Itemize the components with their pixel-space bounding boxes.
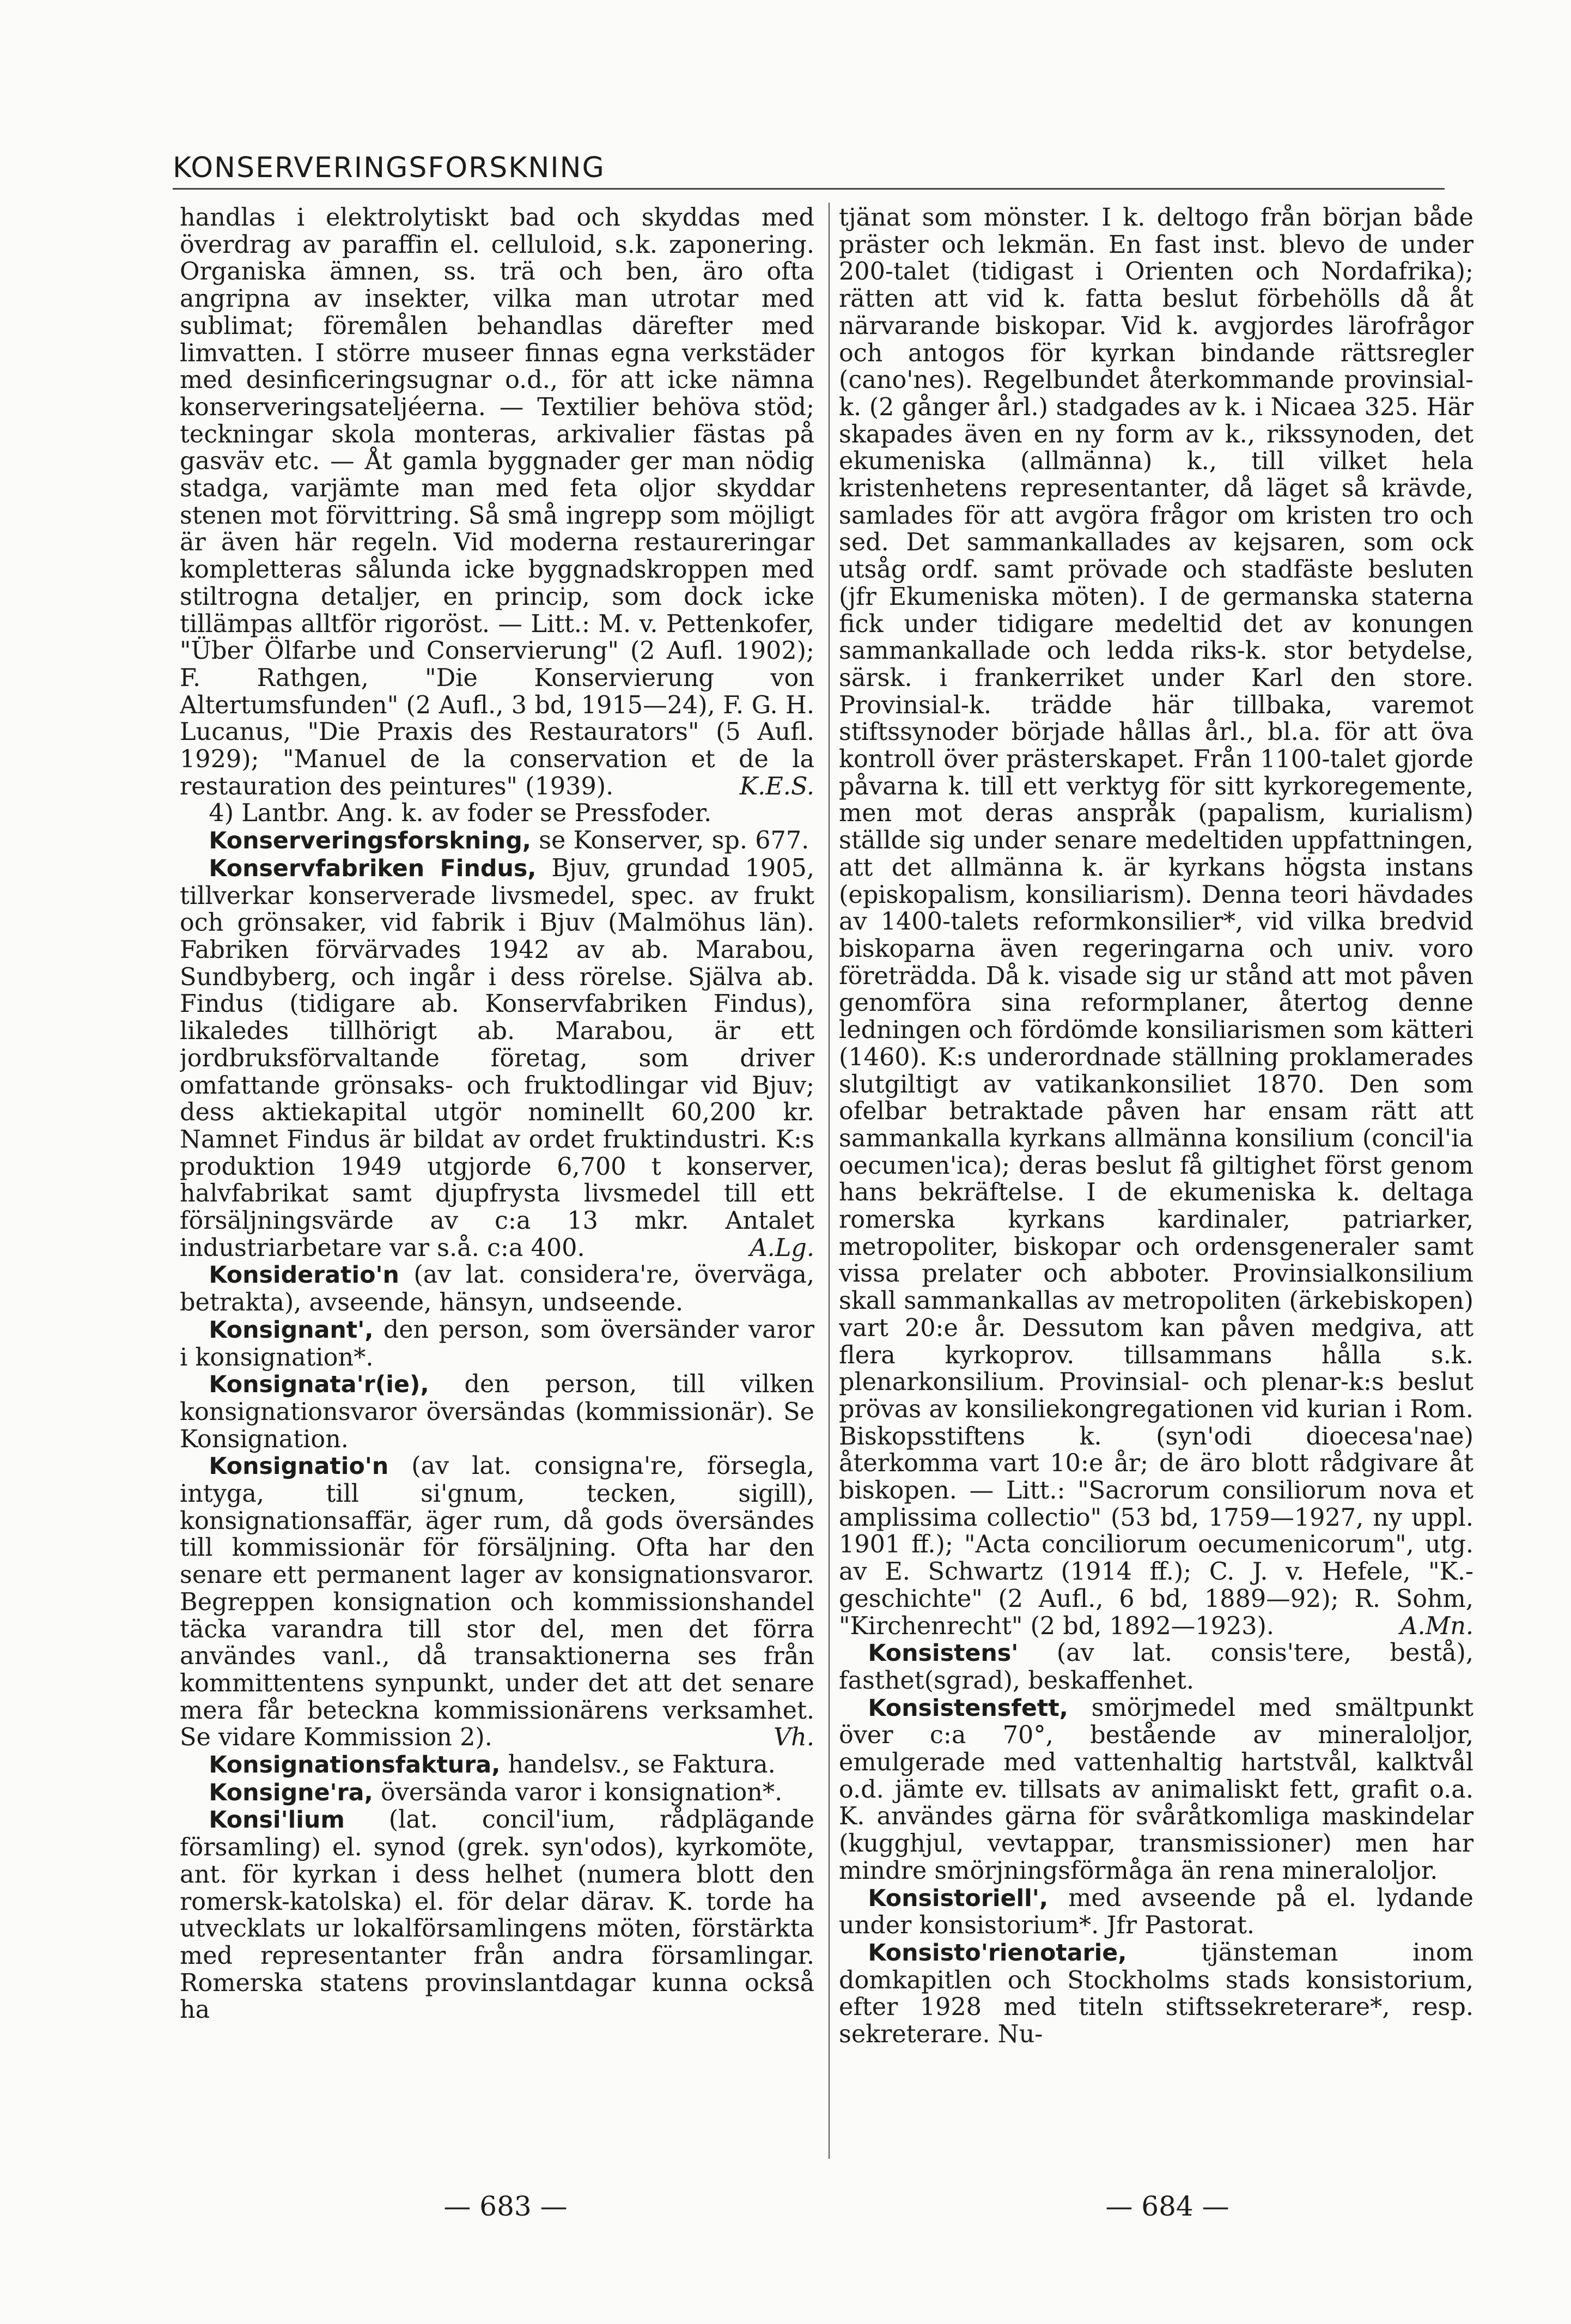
entry-konsideratio: [180, 1261, 814, 1316]
entry-konsistorienotarie: [839, 1939, 1473, 2048]
entry-headword: Konsistoriell',: [868, 1884, 1049, 1912]
page-number-left: — 683 —: [443, 2190, 568, 2222]
entry-konsignationsfaktura: [180, 1751, 814, 1779]
entry-headword: Konsisto'rienotarie,: [868, 1939, 1127, 1967]
entry-text: (av lat. consigna're, försegla, intyga, till si'gnum, tecken, sigill), konsignationsaffär, äger rum, då gods översändes till kommissionär för försäljning. Ofta har den senare ett permanent lager av konsignationsvaror. Begreppen konsignation och kommissionshandel täcka varandra till stor del, men det förra användes vanl., då transaktionerna ses från kommittentens synpunkt, under det att det senare mera får beteckna kommissionärens verksamhet. Se vidare Kommission 2).: [180, 1452, 814, 1752]
entry-text: tjänsteman inom domkapitlen och Stockholms stads konsistorium, efter 1928 med titeln stiftssekreterare*, resp. sekreterare. Nu-: [839, 1939, 1473, 2049]
entry-konsignant: [180, 1316, 814, 1371]
entry-cont: [180, 204, 814, 800]
entry-headword: Konservfabriken Findus,: [209, 854, 537, 882]
page-header-title: KONSERVERINGSFORSKNING: [173, 151, 605, 184]
entry-text: (av lat. consis'tere, bestå), fasthet(sgrad), beskaffenhet.: [839, 1639, 1473, 1695]
entry-text: med avseende på el. lydande under konsistorium*. Jfr Pastorat.: [839, 1884, 1473, 1940]
header-rule: [173, 188, 1445, 190]
entry-konsistensfett: [839, 1695, 1473, 1885]
entry-text: den person, till vilken konsignationsvaror översändas (kommissionär). Se Konsignation.: [180, 1370, 814, 1453]
entry-headword: Konsignatio'n: [209, 1453, 389, 1480]
entry-headword: Konsignant',: [209, 1316, 374, 1344]
entry-text: (lat. concil'ium, rådplägande församling) el. synod (grek. syn'odos), kyrkomöte, ant. för kyrkan i dess helhet (numera blott den romersk-katolska) el. för delar därav. K. torde ha utvecklats ur lokalförsamlingens möten, förstärkta med representanter från andra församlingar. Romerska statens provinslantdagar kunna också ha: [180, 1806, 814, 2024]
entry-konsilium-cont: [839, 204, 1473, 1640]
entry-text: 4) Lantbr. Ang. k. av foder se Pressfoder.: [209, 799, 712, 828]
entry-text: den person, som översänder varor i konsignation*.: [180, 1315, 814, 1372]
author-signature: Vh.: [774, 1724, 814, 1752]
column-divider: [829, 203, 830, 2159]
entry-headword: Konsi'lium: [209, 1806, 345, 1834]
entry-konsignation: [180, 1453, 814, 1751]
entry-findus: [180, 855, 814, 1262]
entry-text: tjänat som mönster. I k. deltogo från början både präster och lekmän. En fast inst. blevo de under 200-talet (tidigast i Orienten och Nordafrika); rätten att vid k. fatta beslut förbehölls då åt närvarande biskopar. Vid k. avgjordes lärofrågor och antogos för kyrkan bindande rättsregler (cano'nes). Regelbundet återkommande provinsial-k. (2 gånger årl.) stadgades av k. i Nicaea 325. Här skapades även en ny form av k., rikssynoden, det ekumeniska (allmänna) k., till vilket hela kristenhetens representanter, då läget så krävde, samlades för att avgöra frågor om kristen tro och sed. Det sammankallades av kejsaren, som ock utsåg ordf. samt prövade och stadfäste besluten (jfr Ekumeniska möten). I de germanska staterna fick under tidigare medeltid det av konungen sammankallade och ledda riks-k. stor betydelse, särsk. i frankerriket under Karl den store. Provinsial-k. trädde här tillbaka, varemot stiftssynoder började hållas årl., bl.a. för att öva kontroll över prästerskapet. Från 1100-talet gjorde påvarna k. till ett verktyg för sitt kyrkoregemente, men mot deras anspråk (papalism, kurialism) ställde sig under senare medeltiden uppfattningen, att det allmänna k. är kyrkans högsta instans (episkopalism, konsiliarism). Denna teori hävdades av 1400-talets reformkonsilier*, vid vilka bredvid biskoparna även regeringarna och univ. voro företrädda. Då k. visade sig ur stånd att mot påven genomföra sina reformplaner, återtog denne ledningen och fördömde konsiliarismen som kätteri (1460). K:s underordnade ställning proklamerades slutgiltigt av vatikankonsiliet 1870. Den som ofelbar betraktade påven har ensam rätt att sammankalla kyrkans allmänna konsilium (concil'ia oecumen'ica); deras beslut få giltighet först genom hans bekräftelse. I de ekumeniska k. deltaga romerska kyrkans kardinaler, patriarker, metropoliter, biskopar och ordensgeneraler samt vissa prelater och abboter. Provinsialkonsilium skall sammankallas av metropoliten (ärkebiskopen) vart 20:e år. Dessutom kan påven medgiva, att flera kyrkoprov. tillsammans hålla s.k. plenarkonsilium. Provinsial- och plenar-k:s beslut prövas av konsiliekongregationen vid kurian i Rom. Biskopsstiftens k. (syn'odi dioecesa'nae) återkomma vart 10:e år; de äro blott rådgivare åt biskopen. — Litt.: "Sacrorum consiliorum nova et amplissima collectio" (53 bd, 1759—1927, ny uppl. 1901 ff.); "Acta conciliorum oecumenicorum", utg. av E. Schwartz (1914 ff.); C. J. v. Hefele, "K.-geschichte" (2 Aufl., 6 bd, 1889—92); R. Sohm, "Kirchenrecht" (2 bd, 1892—1923).: [839, 204, 1473, 1640]
entry-konsignatar: [180, 1371, 814, 1453]
entry-headword: Konsideratio'n: [209, 1261, 399, 1289]
entry-text: handlas i elektrolytiskt bad och skyddas med överdrag av paraffin el. celluloid, s.k. zaponering. Organiska ämnen, ss. trä och ben, äro ofta angripna av insekter, vilka man utrotar med sublimat; föremålen behandlas därefter med limvatten. I större museer finnas egna verkstäder med desinficeringsugnar o.d., för att icke nämna konserveringsateljéerna. — Textilier behöva stöd; teckningar skola monteras, arkivalier fästas på gasväv etc. — Åt gamla byggnader ger man nödig stadga, varjämte man med feta oljor skyddar stenen mot förvittring. Så små ingrepp som möjligt är även här regeln. Vid moderna restaureringar kompletteras sålunda icke byggnadskroppen med stiltrogna detaljer, en princip, som dock icke tillämpas alltför rigoröst. — Litt.: M. v. Pettenkofer, "Über Ölfarbe und Conservierung" (2 Aufl. 1902); F. Rathgen, "Die Konservierung von Altertumsfunden" (2 Aufl., 3 bd, 1915—24), F. G. H. Lucanus, "Die Praxis des Restaurators" (5 Aufl. 1929); "Manuel de la conservation et de la restauration des peintures" (1939).: [180, 204, 814, 800]
entry-konsistoriell: [839, 1885, 1473, 1939]
entry-headword: Konsistens': [868, 1640, 1019, 1667]
entry-headword: Konserveringsforskning,: [209, 827, 532, 855]
entry-konserveringsforskning: [180, 827, 814, 855]
entry-text: översända varor i konsignation*.: [380, 1778, 783, 1806]
entry-text: Bjuv, grundad 1905, tillverkar konserverade livsmedel, spec. av frukt och grönsaker, vid fabrik i Bjuv (Malmöhus län). Fabriken förvärvades 1942 av ab. Marabou, Sundbyberg, och ingår i dess rörelse. Själva ab. Findus (tidigare ab. Konservfabriken Findus), likaledes tillhörigt ab. Marabou, är ett jordbruksförvaltande företag, som driver omfattande grönsaks- och fruktodlingar vid Bjuv; dess aktiekapital utgör nominellt 60,200 kr. Namnet Findus är bildat av ordet fruktindustri. K:s produktion 1949 utgjorde 6,700 t konserver, halvfabrikat samt djupfrysta livsmedel till ett försäljningsvärde av c:a 13 mkr. Antalet industriarbetare var s.å. c:a 400.: [180, 854, 814, 1262]
entry-konsignera: [180, 1779, 814, 1807]
entry-text: se Konserver, sp. 677.: [539, 827, 809, 855]
author-signature: K.E.S.: [739, 772, 814, 800]
entry-lantbr: [180, 800, 814, 827]
entry-text: smörjmedel med smältpunkt över c:a 70°, bestående av mineraloljor, emulgerade med vattenhaltig hartstvål, kalktvål o.d. jämte ev. tillsats av animaliskt fett, grafit o.a. K. användes gärna för svåråtkomliga maskindelar (kugghjul, vevtappar, transmissioner) men har mindre smörjningsförmåga än rena mineraloljor.: [839, 1694, 1473, 1885]
author-signature: A.Mn.: [1400, 1612, 1473, 1640]
entry-headword: Konsignationsfaktura,: [209, 1751, 501, 1779]
entry-headword: Konsigne'ra,: [209, 1779, 373, 1806]
entry-text: (av lat. considera're, överväga, betrakta), avseende, hänsyn, undseende.: [180, 1261, 814, 1317]
entry-headword: Konsignata'r(ie),: [209, 1371, 429, 1399]
entry-konsilium: [180, 1806, 814, 2024]
entry-text: handelsv., se Faktura.: [508, 1751, 776, 1779]
entry-headword: Konsistensfett,: [868, 1694, 1068, 1722]
right-column: [839, 204, 1473, 2150]
author-signature: A.Lg.: [750, 1234, 814, 1262]
left-column: [180, 204, 814, 2150]
page-number-right: — 684 —: [1105, 2190, 1229, 2222]
entry-konsistens: [839, 1640, 1473, 1694]
